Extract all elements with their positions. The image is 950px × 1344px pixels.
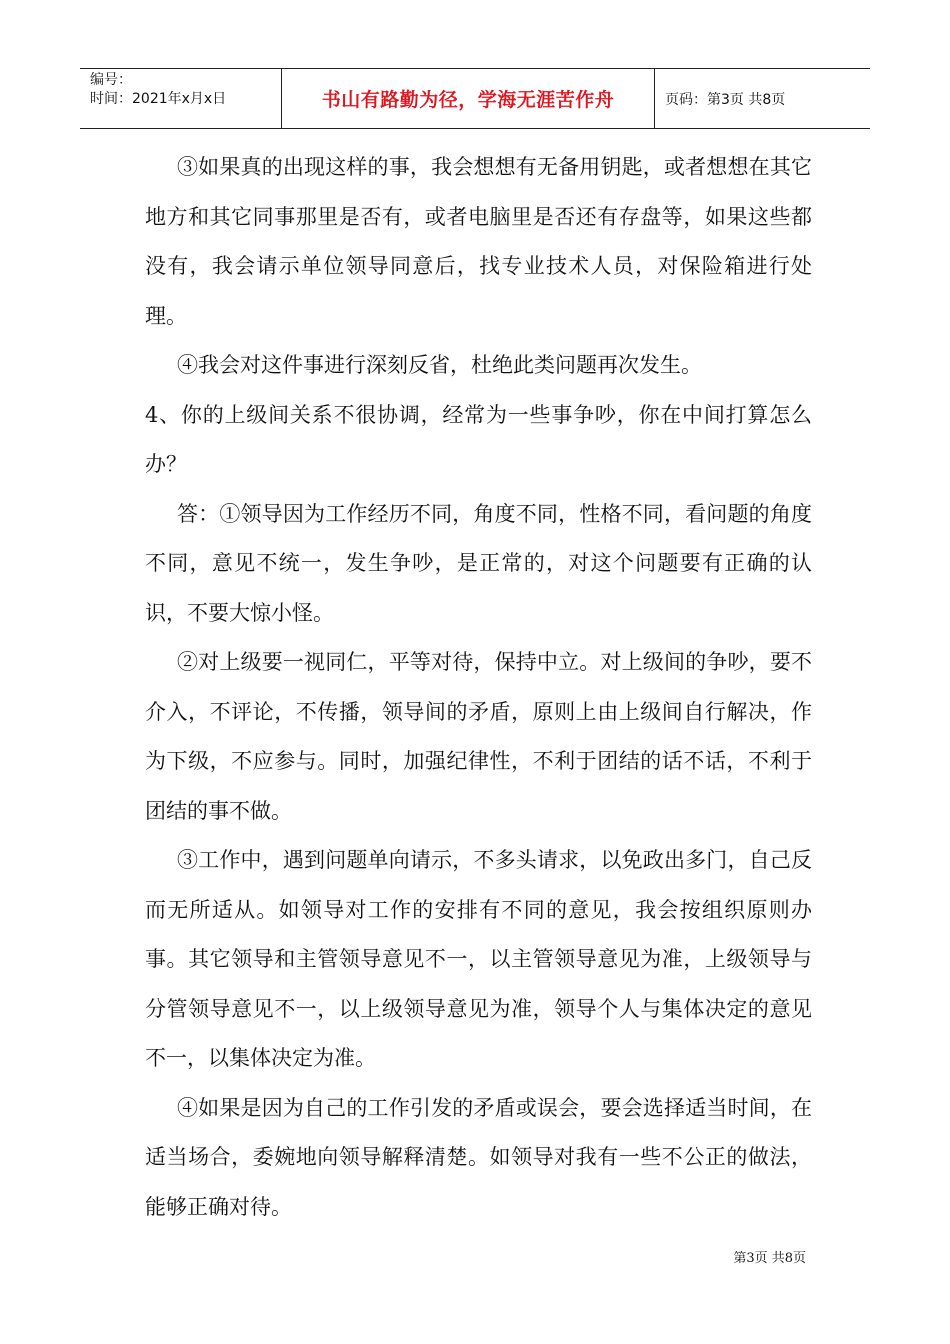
document-body — [145, 143, 812, 1232]
question-heading: 4、你的上级间关系不很协调，经常为一些事争吵，你在中间打算怎么办？ — [145, 402, 812, 476]
paragraph: ③如果真的出现这样的事，我会想想有无备用钥匙，或者想想在其它地方和其它同事那里是否有，或者电脑里是否还有存盘等，如果这些都没有，我会请示单位领导同意后，找专业技术人员，对保险箱进行处理。 — [145, 155, 812, 328]
paragraph: ③工作中，遇到问题单向请示，不多头请求，以免政出多门，自己反而无所适从。如领导对工作的安排有不同的意见，我会按组织原则办事。其它领导和主管领导意见不一，以主管领导意见为准，上级领导与分管领导意见不一，以上级领导意见为准，领导个人与集体决定的意见不一，以集体决定为准。 — [145, 848, 812, 1070]
header-page-info: 页码：第3页 共8页 — [665, 91, 786, 108]
header-motto: 书山有路勤为径，学海无涯苦作舟 — [281, 69, 655, 128]
document-number-label: 编号： — [90, 72, 132, 88]
paragraph: ②对上级要一视同仁，平等对待，保持中立。对上级间的争吵，要不介入，不评论，不传播，领导间的矛盾，原则上由上级间自行解决，作为下级，不应参与。同时，加强纪律性，不利于团结的话不话，不利于团结的事不做。 — [145, 650, 812, 823]
page-footer: 第3页 共8页 — [733, 1251, 806, 1266]
header-meta — [80, 69, 281, 128]
paragraph: ④我会对这件事进行深刻反省，杜绝此类问题再次发生。 — [177, 353, 702, 377]
document-time: 时间：2021年x月x日 — [90, 91, 227, 107]
page-header — [80, 68, 870, 129]
paragraph: ④如果是因为自己的工作引发的矛盾或误会，要会选择适当时间，在适当场合，委婉地向领导解释清楚。如领导对我有一些不公正的做法，能够正确对待。 — [145, 1095, 812, 1219]
paragraph: 答：①领导因为工作经历不同，角度不同，性格不同，看问题的角度不同，意见不统一，发生争吵，是正常的，对这个问题要有正确的认识，不要大惊小怪。 — [145, 501, 812, 625]
